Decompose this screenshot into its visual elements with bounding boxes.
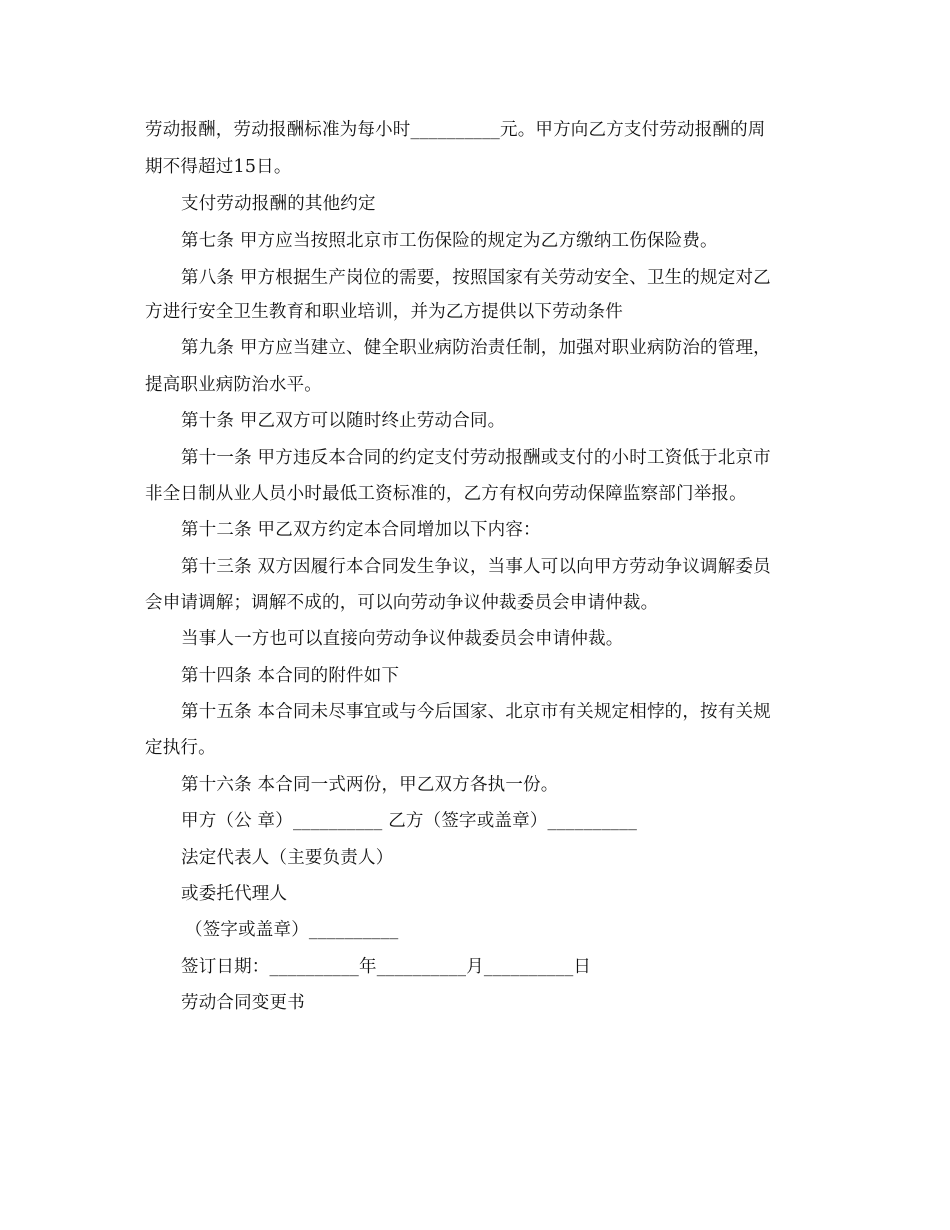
signing-date-line: 签订日期：__________年__________月__________日 <box>181 957 592 977</box>
signature-line: （签字或盖章）__________ <box>185 920 399 940</box>
signature-line: 法定代表人（主要负责人） <box>181 848 394 868</box>
signature-line: 或委托代理人 <box>181 884 288 904</box>
paragraph-line: 第十一条 甲方违反本合同的约定支付劳动报酬或支付的小时工资低于北京市 <box>181 448 771 468</box>
paragraph-line: 第十二条 甲乙双方约定本合同增加以下内容： <box>181 520 541 540</box>
paragraph-line: 期不得超过15日。 <box>145 157 292 177</box>
paragraph-line: 方进行安全卫生教育和职业培训，并为乙方提供以下劳动条件 <box>145 302 623 322</box>
paragraph-line: 当事人一方也可以直接向劳动争议仲裁委员会申请仲裁。 <box>181 629 624 649</box>
paragraph-line: 劳动报酬，劳动报酬标准为每小时__________元。甲方向乙方支付劳动报酬的周 <box>145 120 766 140</box>
paragraph-line: 第十六条 本合同一式两份，甲乙双方各执一份。 <box>181 775 559 795</box>
section-title: 劳动合同变更书 <box>181 993 305 1013</box>
paragraph-line: 第十条 甲乙双方可以随时终止劳动合同。 <box>181 411 506 431</box>
paragraph-line: 定执行。 <box>145 738 216 758</box>
paragraph-line: 第八条 甲方根据生产岗位的需要，按照国家有关劳动安全、卫生的规定对乙 <box>181 268 771 288</box>
paragraph-line: 提高职业病防治水平。 <box>145 375 322 395</box>
signature-line: 甲方（公 章）__________ 乙方（签字或盖章）__________ <box>181 811 638 831</box>
paragraph-line: 非全日制从业人员小时最低工资标准的，乙方有权向劳动保障监察部门举报。 <box>145 484 747 504</box>
paragraph-line: 第十三条 双方因履行本合同发生争议，当事人可以向甲方劳动争议调解委员 <box>181 557 771 577</box>
paragraph-line: 第七条 甲方应当按照北京市工伤保险的规定为乙方缴纳工伤保险费。 <box>181 231 718 251</box>
paragraph-line: 第十四条 本合同的附件如下 <box>181 666 400 686</box>
paragraph-line: 支付劳动报酬的其他约定 <box>181 194 376 214</box>
paragraph-line: 第十五条 本合同未尽事宜或与今后国家、北京市有关规定相悖的，按有关规 <box>181 702 771 722</box>
paragraph-line: 会申请调解；调解不成的，可以向劳动争议仲裁委员会申请仲裁。 <box>145 593 659 613</box>
paragraph-line: 第九条 甲方应当建立、健全职业病防治责任制，加强对职业病防治的管理， <box>181 338 771 358</box>
